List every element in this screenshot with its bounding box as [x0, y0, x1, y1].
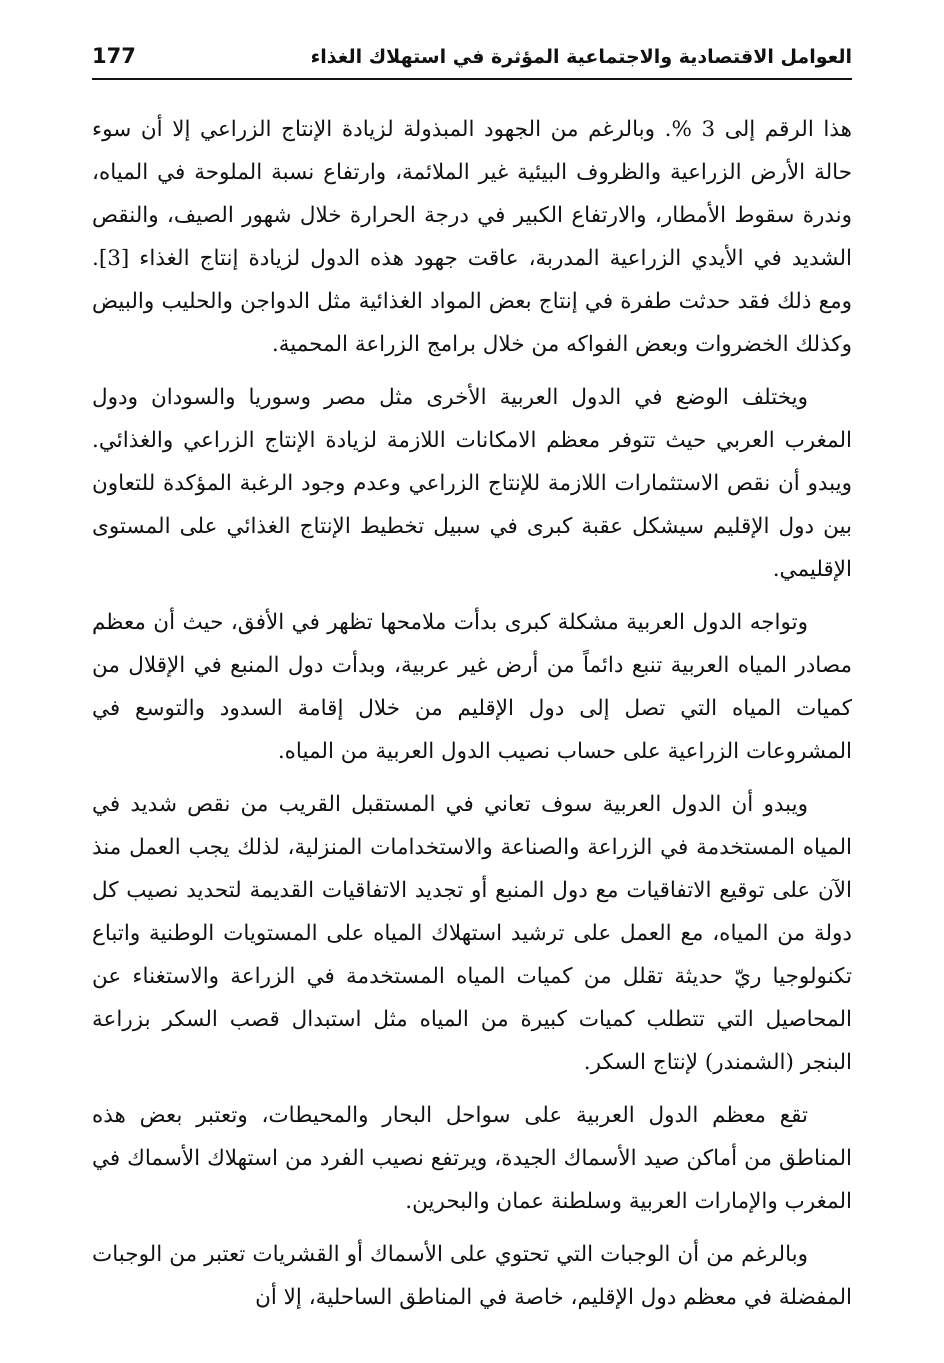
paragraph-6: وبالرغم من أن الوجبات التي تحتوي على الأسماك أو القشريات تعتبر من الوجبات المفضلة في معظم دول الإقليم، خاصة في المناطق الساحلية، إلا أن [92, 1242, 852, 1310]
paragraph-4: ويبدو أن الدول العربية سوف تعاني في المستقبل القريب من نقص شديد في المياه المستخدمة في الزراعة والصناعة والاستخدامات المنزلية، لذلك يجب العمل منذ الآن على توقيع الاتفاقيات مع دول المنبع أو تجديد الاتفاقيات القديمة لتحديد نصيب كل دولة من المياه، مع العمل على ترشيد استهلاك المياه على المستويات الوطنية واتباع تكنولوجيا ريّ حديثة تقلل من كميات المياه المستخدمة في الزراعة والاستغناء عن المحاصيل التي تتطلب كميات كبيرة من المياه مثل استبدال قصب السكر بزراعة البنجر (الشمندر) لإنتاج السكر. [92, 792, 852, 1075]
header-divider [92, 78, 852, 80]
header-title: العوامل الاقتصادية والاجتماعية المؤثرة في استهلاك الغذاء [310, 46, 852, 68]
paragraph-5: تقع معظم الدول العربية على سواحل البحار والمحيطات، وتعتبر بعض هذه المناطق من أماكن صيد الأسماك الجيدة، ويرتفع نصيب الفرد من استهلاك الأسماك في المغرب والإمارات العربية وسلطنة عمان والبحرين. [92, 1103, 852, 1214]
paragraph-3: وتواجه الدول العربية مشكلة كبرى بدأت ملامحها تظهر في الأفق، حيث أن معظم مصادر المياه العربية تنبع دائماً من أرض غير عربية، وبدأت دول المنبع في الإقلال من كميات المياه التي تصل إلى دول الإقليم من خلال إقامة السدود والتوسع في المشروعات الزراعية على حساب نصيب الدول العربية من المياه. [92, 610, 852, 764]
paragraph-1: هذا الرقم إلى 3 %. وبالرغم من الجهود المبذولة لزيادة الإنتاج الزراعي إلا أن سوء حالة الأرض الزراعية والظروف البيئية غير الملائمة، وارتفاع نسبة الملوحة في المياه، وندرة سقوط الأمطار، والارتفاع الكبير في درجة الحرارة خلال شهور الصيف، والنقص الشديد في الأيدي الزراعية المدربة، عاقت جهود هذه الدول لزيادة إنتاج الغذاء [3]. ومع ذلك فقد حدثت طفرة في إنتاج بعض المواد الغذائية مثل الدواجن والحليب والبيض وكذلك الخضروات وبعض الفواكه من خلال برامج الزراعة المحمية. [92, 117, 852, 357]
paragraph-2: ويختلف الوضع في الدول العربية الأخرى مثل مصر وسوريا والسودان ودول المغرب العربي حيث تتوفر معظم الامكانات اللازمة لزيادة الإنتاج الزراعي والغذائي. ويبدو أن نقص الاستثمارات اللازمة للإنتاج الزراعي وعدم وجود الرغبة المؤكدة للتعاون بين دول الإقليم سيشكل عقبة كبرى في سبيل تخطيط الإنتاج الغذائي على المستوى الإقليمي. [92, 385, 852, 582]
page-number: 177 [92, 44, 136, 68]
body-text [92, 108, 852, 1329]
running-header [92, 40, 852, 78]
